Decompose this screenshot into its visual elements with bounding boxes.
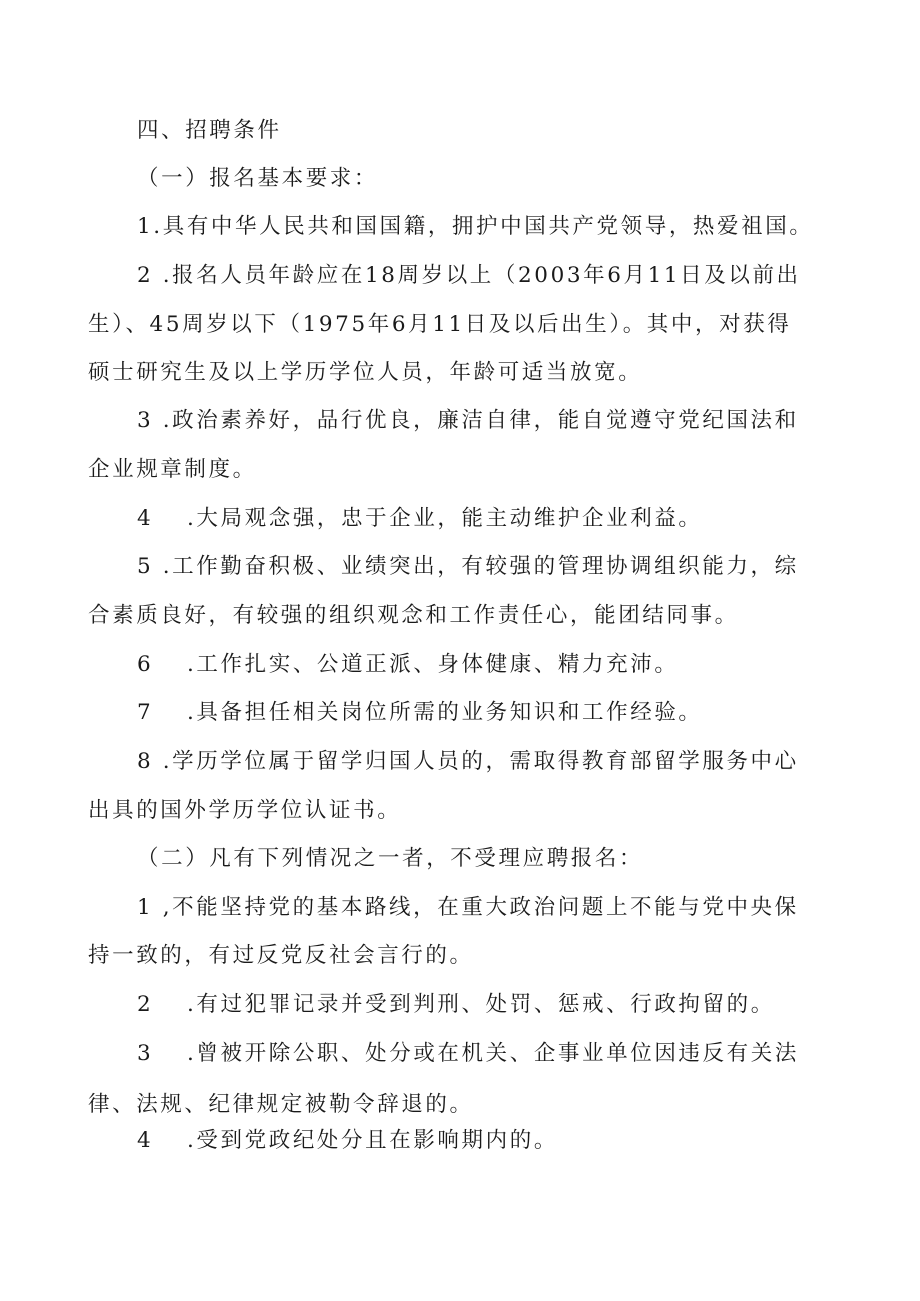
item-text: ,不能坚持党的基本路线，在重大政治问题上不能与党中央保 bbox=[153, 895, 799, 920]
item-text: .工作扎实、公道正派、身体健康、精力充沛。 bbox=[187, 652, 679, 677]
requirement-1 bbox=[137, 212, 813, 242]
requirement-6 bbox=[137, 650, 678, 680]
item-number: 6 bbox=[137, 652, 154, 677]
item-number: 3 bbox=[137, 1041, 154, 1066]
section-title: 四、招聘条件 bbox=[137, 118, 282, 143]
item-text: .工作勤奋积极、业绩突出，有较强的管理协调组织能力，综 bbox=[153, 554, 799, 579]
item-number: 5 bbox=[137, 554, 154, 579]
requirement-8 bbox=[137, 747, 799, 777]
requirement-5-continued: 合素质良好，有较强的组织观念和工作责任心，能团结同事。 bbox=[88, 603, 739, 628]
item-text: .曾被开除公职、处分或在机关、企事业单位因违反有关法 bbox=[187, 1041, 799, 1066]
item-number: 4 bbox=[137, 1128, 154, 1153]
exclusion-1 bbox=[137, 893, 799, 923]
subsection-title-requirements: （一）报名基本要求： bbox=[137, 166, 379, 191]
item-text: .具有中华人民共和国国籍，拥护中国共产党领导，热爱祖国。 bbox=[153, 214, 814, 239]
exclusion-2 bbox=[137, 990, 775, 1020]
requirement-2-continued: 生）、45周岁以下（1975年6月11日及以后出生）。其中，对获得 bbox=[88, 312, 792, 337]
item-number: 4 bbox=[137, 506, 154, 531]
item-number: 3 bbox=[137, 408, 154, 433]
item-number: 1 bbox=[137, 895, 154, 920]
item-number: 1 bbox=[137, 214, 154, 239]
exclusion-3-continued: 律、法规、纪律规定被勒令辞退的。 bbox=[88, 1092, 474, 1117]
item-number: 2 bbox=[137, 263, 154, 288]
item-number: 8 bbox=[137, 749, 154, 774]
item-text: .学历学位属于留学归国人员的，需取得教育部留学服务中心 bbox=[153, 749, 799, 774]
requirement-3 bbox=[137, 406, 799, 436]
item-text: .受到党政纪处分且在影响期内的。 bbox=[187, 1128, 558, 1153]
item-text: .报名人员年龄应在18周岁以上（2003年6月11日及以前出 bbox=[153, 263, 801, 288]
item-text: .大局观念强，忠于企业，能主动维护企业利益。 bbox=[187, 506, 703, 531]
item-text: .有过犯罪记录并受到判刑、处罚、惩戒、行政拘留的。 bbox=[187, 992, 775, 1017]
requirement-7 bbox=[137, 698, 703, 728]
requirement-4 bbox=[137, 504, 703, 534]
requirement-5 bbox=[137, 552, 799, 582]
exclusion-3 bbox=[137, 1039, 799, 1069]
item-text: .政治素养好，品行优良，廉洁自律，能自觉遵守党纪国法和 bbox=[153, 408, 799, 433]
item-number: 2 bbox=[137, 992, 154, 1017]
requirement-2-continued: 硕士研究生及以上学历学位人员，年龄可适当放宽。 bbox=[88, 360, 643, 385]
item-number: 7 bbox=[137, 700, 154, 725]
subsection-title-exclusions: （二）凡有下列情况之一者，不受理应聘报名： bbox=[137, 846, 644, 871]
requirement-2 bbox=[137, 261, 801, 291]
exclusion-1-continued: 持一致的，有过反党反社会言行的。 bbox=[88, 943, 474, 968]
exclusion-4 bbox=[137, 1126, 558, 1156]
requirement-3-continued: 企业规章制度。 bbox=[88, 457, 257, 482]
item-text: .具备担任相关岗位所需的业务知识和工作经验。 bbox=[187, 700, 703, 725]
requirement-8-continued: 出具的国外学历学位认证书。 bbox=[88, 798, 402, 823]
